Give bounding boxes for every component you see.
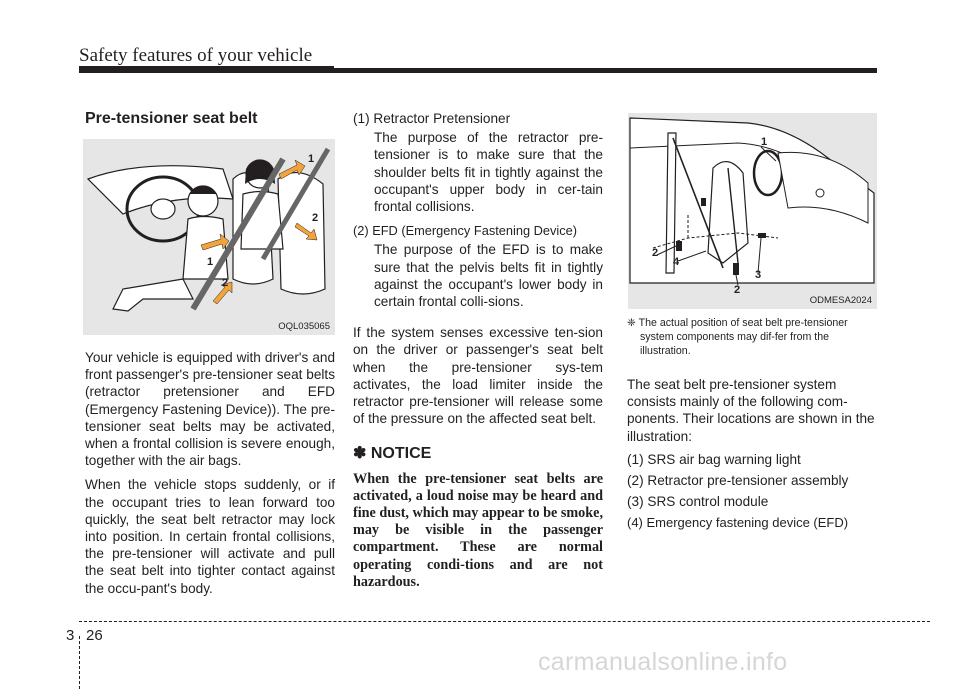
left-column [85,349,335,604]
figure2-callout: 2 [652,247,659,259]
footer-rule [79,621,930,622]
right-column [627,316,879,533]
item-title: (2) EFD (Emergency Fastening Device) [353,223,578,239]
component-item: (4) Emergency fastening device (EFD) [627,514,849,530]
components-intro: The seat belt pre-tensioner system consists mainly of the following com-ponents. Their locations are shown in the illustration: [627,377,875,444]
chapter-number: 3 [66,627,75,644]
figure1-code: OQL035065 [278,321,330,332]
paragraph: If the system senses excessive ten-sion on the driver or passenger's seat belt when the pre-tensioner sys-tem activates, the load limiter inside the retractor pre-tensioner will release some of the pressure on the affected seat belt. [353,325,603,427]
driver-seatbelt-illustration [83,139,335,335]
page-header-title: Safety features of your vehicle [79,45,313,66]
watermark: carmanualsonline.info [538,648,788,676]
notice-body: When the pre-tensioner seat belts are activated, a loud noise may be heard and fine dust, which may appear to be smoke, may be visible in the passenger compartment. These are normal operating condi-tions and are not hazardous. [353,470,604,590]
paragraph: When the vehicle stops suddenly, or if the occupant tries to lean forward too quickly, the seat belt retractor may lock into position. In certain frontal collisions, the pre-tensioner will activate and pull the seat belt into tighter contact against the occu-pant's body. [85,477,335,596]
item-title: (1) Retractor Pretensioner [353,111,511,126]
page-number: 26 [86,627,103,644]
figure2-callout: 1 [761,136,768,148]
component-item: (1) SRS air bag warning light [627,451,801,467]
component-item: (2) Retractor pre-tensioner assembly [627,472,849,488]
figure1-callout: 2 [222,277,229,289]
figure1-callout: 1 [207,256,214,268]
middle-column [353,110,603,591]
section-title: Pre-tensioner seat belt [85,110,258,127]
figure1-callout: 1 [308,153,315,165]
paragraph: Your vehicle is equipped with driver's and front passenger's pre-tensioner seat belts (retractor pretensioner and EFD (Emergency Fastening Device)). The pre-tensioner seat belts may be activated, when a frontal collision is severe enough, together with the air bags. [85,350,335,469]
item-body: The purpose of the retractor pre-tensioner is to make sure that the shoulder belts fit in tightly against the occupant's upper body in cer-tain frontal collisions. [374,130,603,215]
notice-title: ✽ NOTICE [353,445,432,463]
figure2-code: ODMESA2024 [809,295,872,306]
figure2-callout: 4 [673,256,680,268]
footer-divider [79,636,80,689]
illustration-note: ❈ The actual position of seat belt pre-tensioner system components may dif-fer from the illustration. [627,317,848,357]
figure-components-illustration [628,113,877,309]
figure2-callout: 2 [734,284,741,296]
figure2-callout: 3 [755,269,762,281]
figure-driver-illustration [83,139,335,335]
component-item: (3) SRS control module [627,493,769,509]
item-body: The purpose of the EFD is to make sure that the pelvis belts fit in tightly against the occupant's lower body in certain frontal colli-sions. [374,242,603,310]
header-rule-accent [79,66,334,73]
car-interior-illustration [628,113,877,309]
figure1-callout: 2 [312,212,319,224]
